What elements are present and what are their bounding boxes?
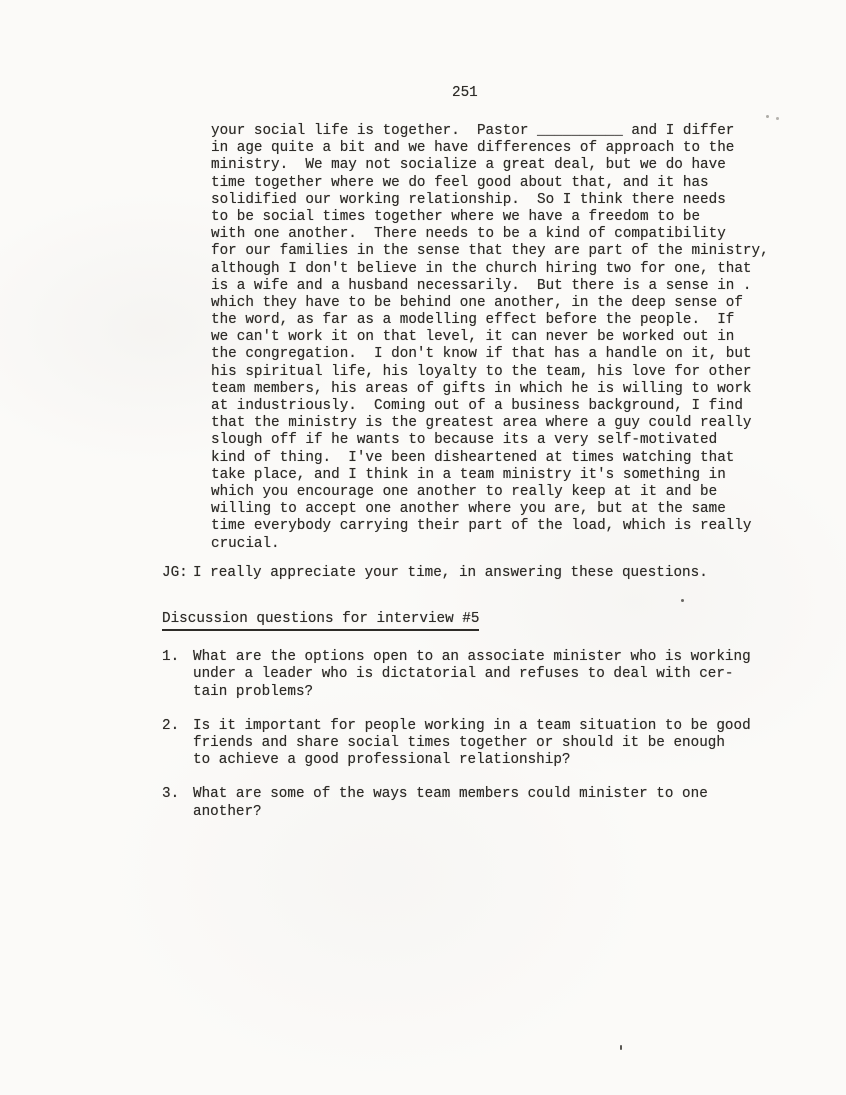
scan-speck — [620, 1045, 622, 1050]
quote-line: kind of thing. I've been disheartened at times watching that — [211, 449, 735, 466]
dialogue-row — [162, 565, 822, 582]
question-line: Is it important for people working in a team situation to be good — [193, 717, 751, 734]
question-number: 3. — [162, 786, 180, 803]
page-content — [162, 123, 822, 821]
question-line: tain problems? — [193, 683, 314, 700]
quote-line: that the ministry is the greatest area where a guy could really — [211, 415, 752, 432]
quote-line: for our families in the sense that they are part of the ministry, — [211, 243, 769, 260]
question-item — [162, 718, 822, 770]
quote-line: willing to accept one another where you are, but at the same — [211, 501, 726, 518]
section-heading: Discussion questions for interview #5 — [162, 611, 479, 631]
speaker-label: JG: — [162, 564, 188, 581]
quote-line: which they have to be behind one another, in the deep sense of — [211, 294, 743, 311]
question-number: 1. — [162, 649, 180, 666]
question-line: What are the options open to an associate minister who is working — [193, 649, 751, 666]
question-line: What are some of the ways team members could minister to one — [193, 786, 708, 803]
question-list — [162, 649, 822, 821]
scan-speck — [776, 117, 779, 120]
quote-line: to be social times together where we have a freedom to be — [211, 208, 701, 225]
quote-line: team members, his areas of gifts in which he is willing to work — [211, 380, 752, 397]
question-number: 2. — [162, 717, 180, 734]
quote-line: time together where we do feel good about that, and it has — [211, 174, 709, 191]
quote-line: at industriously. Coming out of a business background, I find — [211, 398, 743, 414]
quote-line: your social life is together. Pastor __________ and I differ — [211, 123, 735, 139]
question-line: to achieve a good professional relationship? — [193, 752, 571, 769]
question-item — [162, 786, 822, 820]
heading-row — [162, 611, 822, 632]
question-text — [193, 718, 822, 770]
question-text — [193, 786, 822, 820]
quote-line: with one another. There needs to be a kind of compatibility — [211, 226, 726, 243]
page-number: 251 — [452, 85, 478, 101]
quote-line: although I don't believe in the church hiring two for one, that — [211, 260, 752, 277]
quote-line: his spiritual life, his loyalty to the team, his love for other — [211, 363, 752, 380]
quote-line: crucial. — [211, 535, 280, 552]
question-line: another? — [193, 803, 262, 820]
quote-line: time everybody carrying their part of the load, which is really — [211, 518, 752, 535]
quote-line: take place, and I think in a team ministry it's something in — [211, 466, 726, 483]
question-line: under a leader who is dictatorial and refuses to deal with cer- — [193, 666, 734, 683]
question-line: friends and share social times together or should it be enough — [193, 735, 725, 752]
quote-line: solidified our working relationship. So I think there needs — [211, 191, 726, 208]
question-item — [162, 649, 822, 701]
quote-line: the congregation. I don't know if that has a handle on it, but — [211, 346, 752, 363]
scan-speck — [766, 115, 769, 118]
question-text — [193, 649, 822, 701]
quote-line: in age quite a bit and we have differences of approach to the — [211, 140, 735, 157]
quote-line: slough off if he wants to because its a very self-motivated — [211, 432, 718, 449]
dialogue-text: I really appreciate your time, in answering these questions. — [193, 564, 708, 581]
quote-line: we can't work it on that level, it can never be worked out in — [211, 329, 735, 346]
scan-speck — [681, 599, 684, 602]
quote-line: ministry. We may not socialize a great deal, but we do have — [211, 157, 726, 174]
quote-line: the word, as far as a modelling effect before the people. If — [211, 312, 735, 329]
quote-line: is a wife and a husband necessarily. But there is a sense in . — [211, 277, 752, 294]
quote-line: which you encourage one another to really keep at it and be — [211, 483, 718, 500]
interview-quote-block — [211, 123, 822, 553]
